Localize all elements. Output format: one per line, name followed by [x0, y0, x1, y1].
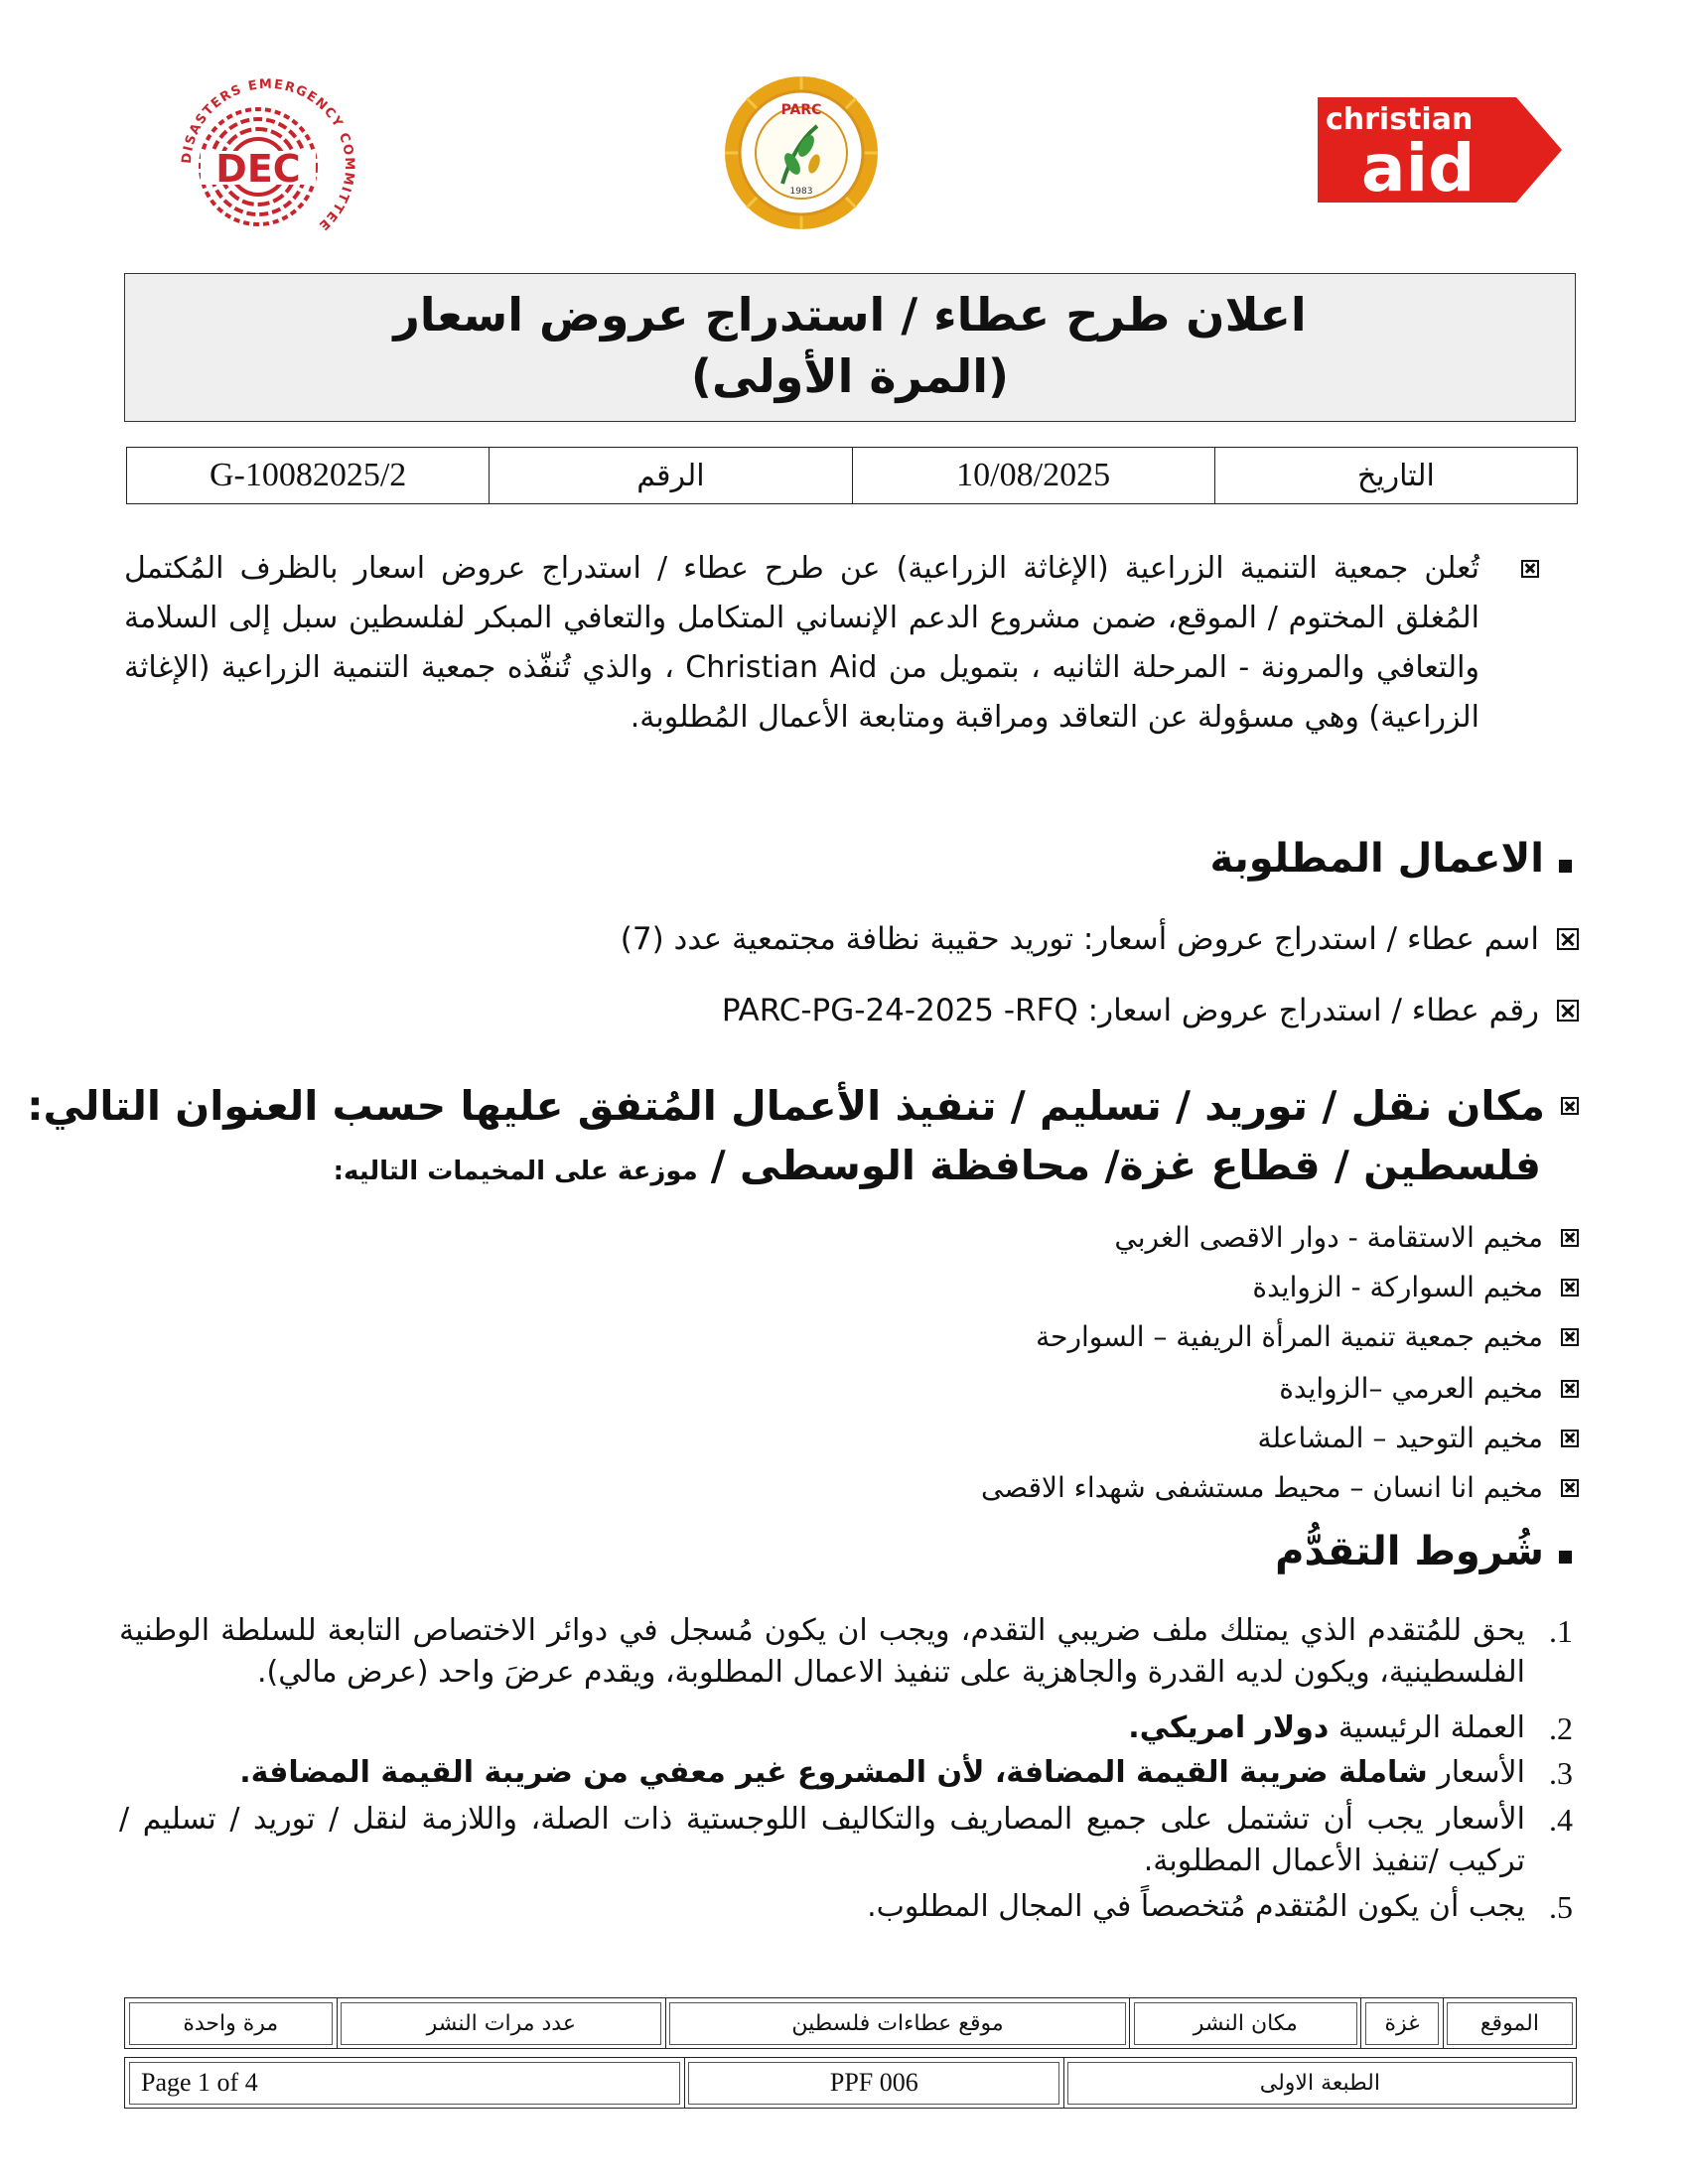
conditions-heading: شُروط التقدُّم [1275, 1529, 1544, 1574]
christian-aid-logo [1318, 97, 1564, 203]
bullet-square-icon [1559, 860, 1572, 873]
checkbox-icon [1561, 1097, 1579, 1115]
footer-page-table [124, 2057, 1577, 2109]
checkbox-icon [1561, 1279, 1579, 1297]
ca-bottom-text: aid [1361, 130, 1476, 203]
camp-text: مخيم جمعية تنمية المرأة الريفية – السوارحة [1036, 1320, 1543, 1353]
location-line-1-text: مكان نقل / توريد / تسليم / تنفيذ الأعمال المُتفق عليها حسب العنوان التالي: [27, 1082, 1545, 1130]
checkbox-icon [1521, 560, 1539, 578]
condition-item [119, 1610, 1579, 1694]
condition-number: 4. [1549, 1802, 1573, 1838]
checkbox-icon [1561, 1229, 1579, 1247]
camp-text: مخيم الاستقامة - دوار الاقصى الغربي [1114, 1221, 1543, 1254]
date-label: التاريخ [1214, 448, 1577, 504]
footer-place-value: موقع عطاءات فلسطين [665, 1998, 1129, 2049]
checkbox-icon [1557, 1000, 1579, 1022]
location-line-1 [27, 1082, 1579, 1130]
camp-item [1036, 1320, 1579, 1353]
condition-number: 3. [1549, 1755, 1573, 1791]
title-box [124, 273, 1576, 422]
parc-year: 1983 [789, 187, 813, 197]
camp-item [1114, 1221, 1579, 1254]
dec-logo [171, 69, 359, 248]
footer-place-label: مكان النشر [1130, 1998, 1361, 2049]
condition-text: الأسعار [1437, 1755, 1525, 1790]
works-heading: الاعمال المطلوبة [1209, 836, 1544, 882]
date-value: 10/08/2025 [852, 448, 1214, 504]
reference-table [126, 447, 1578, 504]
footer-location-label: الموقع [1443, 1998, 1576, 2049]
condition-bold-text: شاملة ضريبة القيمة المضافة، لأن المشروع غير معفي من ضريبة القيمة المضافة. [239, 1755, 1428, 1790]
condition-bold-text: دولار امريكي. [1128, 1710, 1330, 1745]
footer-location-value: غزة [1361, 1998, 1443, 2049]
checkbox-icon [1561, 1328, 1579, 1346]
footer-publication-table [124, 1997, 1577, 2049]
works-name-text: اسم عطاء / استدراج عروض أسعار: توريد حقيبة نظافة مجتمعية عدد (7) [620, 921, 1539, 957]
checkbox-icon [1557, 928, 1579, 950]
number-value: G-10082025/2 [127, 448, 490, 504]
bullet-square-icon [1559, 1551, 1572, 1564]
parc-logo [723, 74, 880, 231]
number-label: الرقم [490, 448, 852, 504]
condition-text: الأسعار يجب أن تشتمل على جميع المصاريف والتكاليف اللوجستية ذات الصلة، واللازمة لنقل / توريد / تسليم / تركيب /تنفيذ الأعمال المطلوبة. [119, 1802, 1525, 1878]
camp-item [1279, 1372, 1579, 1405]
location-line-2-bold: فلسطين / قطاع غزة/ محافظة الوسطى / [710, 1142, 1541, 1189]
camp-text: مخيم انا انسان – محيط مستشفى شهداء الاقصى [981, 1471, 1543, 1504]
footer-page: Page 1 of 4 [125, 2058, 685, 2109]
intro-paragraph: تُعلن جمعية التنمية الزراعية (الإغاثة الزراعية) عن طرح عطاء / استدراج عروض اسعار بالظرف المُكتمل المُغلق المختوم / الموقع، ضمن مشروع الدعم الإنساني المتكامل والتعافي المبكر لفلسطين سبل إلى السلامة والتعافي والمرونة - المرحلة الثانيه ، بتمويل من Christian Aid ، والذي تُنفّذه جمعية التنمية الزراعية (الإغاثة الزراعية) وهي مسؤولة عن التعاقد ومراقبة ومتابعة الأعمال المُطلوبة. [124, 551, 1479, 735]
dec-arc-text: DISASTERS EMERGENCY COMMITTEE [179, 76, 357, 234]
checkbox-icon [1561, 1430, 1579, 1447]
condition-number: 5. [1549, 1889, 1573, 1925]
camp-text: مخيم العرمي –الزوايدة [1279, 1372, 1543, 1405]
svg-text:DEC: DEC [215, 147, 301, 191]
condition-text: العملة الرئيسية [1337, 1710, 1525, 1745]
camp-text: مخيم التوحيد – المشاعلة [1257, 1422, 1543, 1454]
footer-count-value: مرة واحدة [125, 1998, 338, 2049]
checkbox-icon [1561, 1479, 1579, 1497]
location-line-2 [334, 1142, 1541, 1189]
camp-item [981, 1471, 1579, 1504]
camp-item [1257, 1422, 1579, 1454]
parc-text: PARC [780, 102, 822, 118]
ca-top-text: christian [1326, 102, 1474, 137]
footer-count-label: عدد مرات النشر [337, 1998, 665, 2049]
works-number-text: رقم عطاء / استدراج عروض اسعار: PARC-PG-24-2025 -RFQ [721, 993, 1539, 1028]
checkbox-icon [1561, 1380, 1579, 1398]
title-line-1: اعلان طرح عطاء / استدراج عروض اسعار [393, 288, 1307, 341]
condition-number: 1. [1549, 1613, 1573, 1649]
camp-text: مخيم السواركة - الزوايدة [1252, 1271, 1543, 1303]
footer-edition: الطبعة الاولى [1063, 2058, 1576, 2109]
condition-item [119, 1752, 1579, 1794]
condition-number: 2. [1549, 1710, 1573, 1746]
camp-item [1252, 1271, 1579, 1303]
location-line-2-small: موزعة على المخيمات التاليه: [333, 1157, 698, 1186]
condition-text: يحق للمُتقدم الذي يمتلك ملف ضريبي التقدم، ويجب ان يكون مُسجل في دوائر الاختصاص التابعة للسلطة الوطنية الفلسطينية، ويكون لديه القدرة والجاهزية على تنفيذ الاعمال المطلوبة، ويقدم عرضَ واحد (عرض مالي). [119, 1613, 1525, 1690]
condition-item [119, 1886, 1579, 1928]
condition-item [119, 1799, 1579, 1882]
condition-item [119, 1707, 1579, 1749]
works-number-item [722, 993, 1579, 1028]
title-line-2: (المرة الأولى) [690, 349, 1010, 403]
footer-code: PPF 006 [684, 2058, 1063, 2109]
condition-text: يجب أن يكون المُتقدم مُتخصصاً في المجال المطلوب. [867, 1889, 1525, 1924]
works-name-item [621, 921, 1579, 957]
